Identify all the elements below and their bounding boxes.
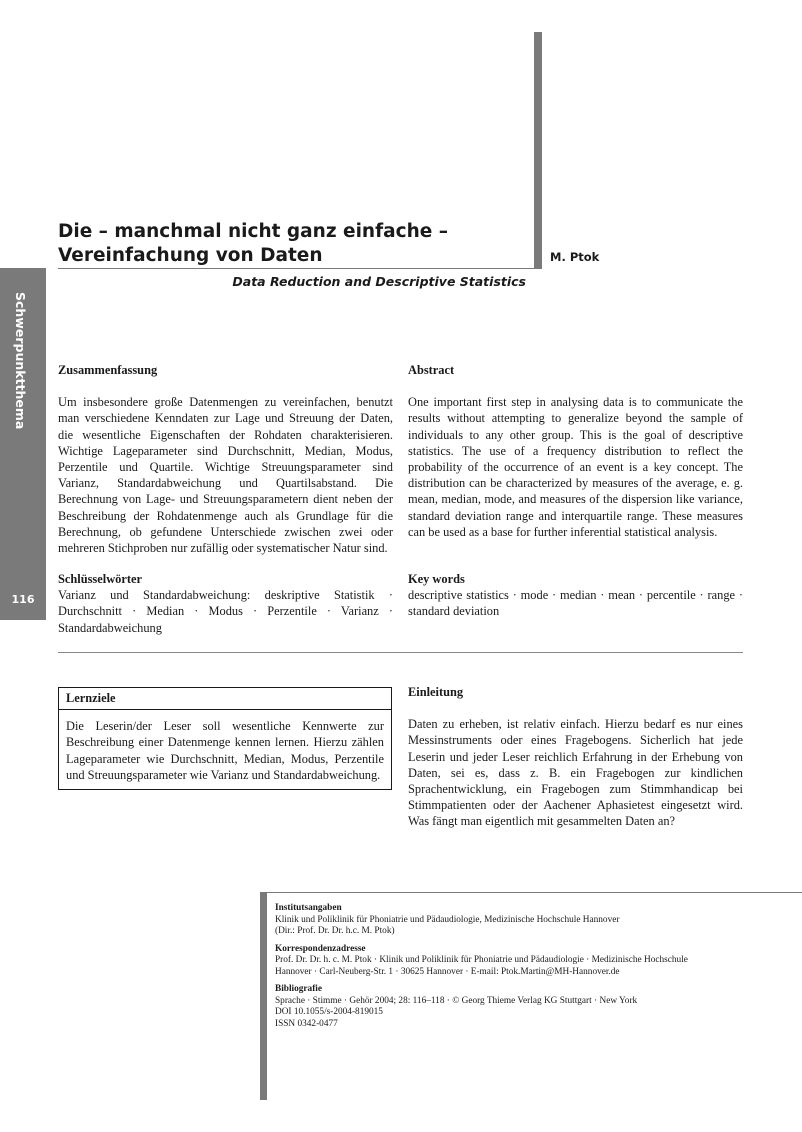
keywords-section bbox=[408, 571, 743, 620]
einleitung-heading: Einleitung bbox=[408, 685, 464, 699]
institut-block bbox=[275, 903, 795, 938]
bibliografie-block bbox=[275, 984, 795, 1030]
schluesselwoerter-section bbox=[58, 571, 393, 636]
author-name: M. Ptok bbox=[550, 250, 600, 264]
lernziele-rule bbox=[59, 709, 391, 710]
article-info-block bbox=[275, 903, 795, 1036]
article-title bbox=[58, 220, 528, 268]
zusammenfassung-heading: Zusammenfassung bbox=[58, 363, 158, 377]
institut-line: Klinik und Poliklinik für Phoniatrie und Pädaudiologie, Medizinische Hochschule Hannover bbox=[275, 914, 620, 925]
abstract-text: One important first step in analysing data is to communicate the results without attempting to generalize beyond the sample of individuals to any other group. This is the goal of descriptive statistics. The use of a frequency distribution to reflect the probability of the occurrence of an event is a key concept. The distribution can be characterized by measures of the average, e. g. mean, median, mode, and measures of the dispersion like variance, standard deviation range and interquartile range. These measures can be used as a base for further inferential statistical analysis. bbox=[408, 395, 743, 539]
keywords-heading: Key words bbox=[408, 572, 465, 586]
lernziele-box bbox=[58, 687, 392, 790]
institut-line: (Dir.: Prof. Dr. Dr. h.c. M. Ptok) bbox=[275, 926, 395, 936]
schluesselwoerter-heading: Schlüsselwörter bbox=[58, 572, 142, 586]
title-line-1: Die – manchmal nicht ganz einfache – bbox=[58, 221, 448, 242]
korrespondenz-block bbox=[275, 944, 795, 979]
bibliografie-heading: Bibliografie bbox=[275, 984, 322, 994]
bibliografie-line: ISSN 0342-0477 bbox=[275, 1018, 338, 1029]
bibliografie-line: DOI 10.1055/s-2004-819015 bbox=[275, 1007, 383, 1017]
zusammenfassung-text: Um insbesondere große Datenmengen zu vereinfachen, benutzt man verschiedene Kenndaten zur Lage und Streuung der Daten, die wesentliche Eigenschaften der Rohdaten charakterisieren. Wichtige Lageparameter sind Durchschnitt, Median, Modus, Perzentile und Quartile. Wichtige Streuungsparameter sind Varianz, Standardabweichung und Quartilsabstand. Die Berechnung von Lage- und Streuungsparametern dient neben der Beschreibung der Rohdatenmenge auch als Grundlage für die Berechnung, ob gefundene Unterschiede zwischen zwei oder mehreren Stichproben nur zufällig oder systematischer Natur sind. bbox=[58, 395, 393, 556]
section-divider bbox=[58, 652, 743, 653]
zusammenfassung-section bbox=[58, 362, 393, 556]
lernziele-text: Die Leserin/der Leser soll wesentliche Kennwerte zur Beschreibung einer Datenmenge kennen lernen. Hierzu zählen Lageparameter wie Durchschnitt, Median, Modus, Perzentile und Streuungsparameter wie Varianz und Standardabweichung. bbox=[66, 719, 384, 782]
lernziele-heading: Lernziele bbox=[66, 691, 116, 705]
header-accent-bar bbox=[534, 32, 542, 268]
info-accent-bar bbox=[260, 892, 267, 1100]
title-underline bbox=[58, 268, 542, 269]
korrespondenz-line: Hannover · Carl-Neuberg-Str. 1 · 30625 Hannover · E-mail: Ptok.Martin@MH-Hannover.de bbox=[275, 966, 620, 977]
schluesselwoerter-text: Varianz und Standardabweichung: deskriptive Statistik · Durchschnitt · Median · Modus · Perzentile · Varianz · Standardabweichung bbox=[58, 588, 393, 635]
korrespondenz-line: Prof. Dr. Dr. h. c. M. Ptok · Klinik und Poliklinik für Phoniatrie und Pädaudiologie · Medizinische Hochschule bbox=[275, 955, 688, 965]
info-top-rule bbox=[260, 892, 802, 893]
abstract-heading: Abstract bbox=[408, 363, 455, 377]
section-label: Schwerpunktthema bbox=[13, 292, 28, 430]
korrespondenz-heading: Korrespondenzadresse bbox=[275, 943, 366, 954]
abstract-section bbox=[408, 362, 743, 540]
title-line-2: Vereinfachung von Daten bbox=[58, 245, 323, 266]
english-subtitle: Data Reduction and Descriptive Statistics bbox=[232, 274, 526, 289]
bibliografie-line: Sprache · Stimme · Gehör 2004; 28: 116–118 · © Georg Thieme Verlag KG Stuttgart · New York bbox=[275, 995, 638, 1006]
keywords-text: descriptive statistics · mode · median · mean · percentile · range · standard deviation bbox=[408, 588, 743, 619]
institut-heading: Institutsangaben bbox=[275, 903, 342, 913]
einleitung-section bbox=[408, 684, 743, 830]
einleitung-text: Daten zu erheben, ist relativ einfach. Hierzu bedarf es nur eines Messinstruments oder eines Fragebogens. Sicherlich hat jede Leserin und jeder Leser reichlich Erfahrung in der Erhebung von Daten, sei es, dass z. B. ein Fragebogen zur kindlichen Sprachentwicklung, ein Fragebogen zum Stimmhandicap bei Stimmpatienten oder der Aachener Aphasietest eingesetzt wird. Was fängt man eigentlich mit gesammelten Daten an? bbox=[408, 717, 743, 829]
page-number: 116 bbox=[11, 593, 35, 606]
